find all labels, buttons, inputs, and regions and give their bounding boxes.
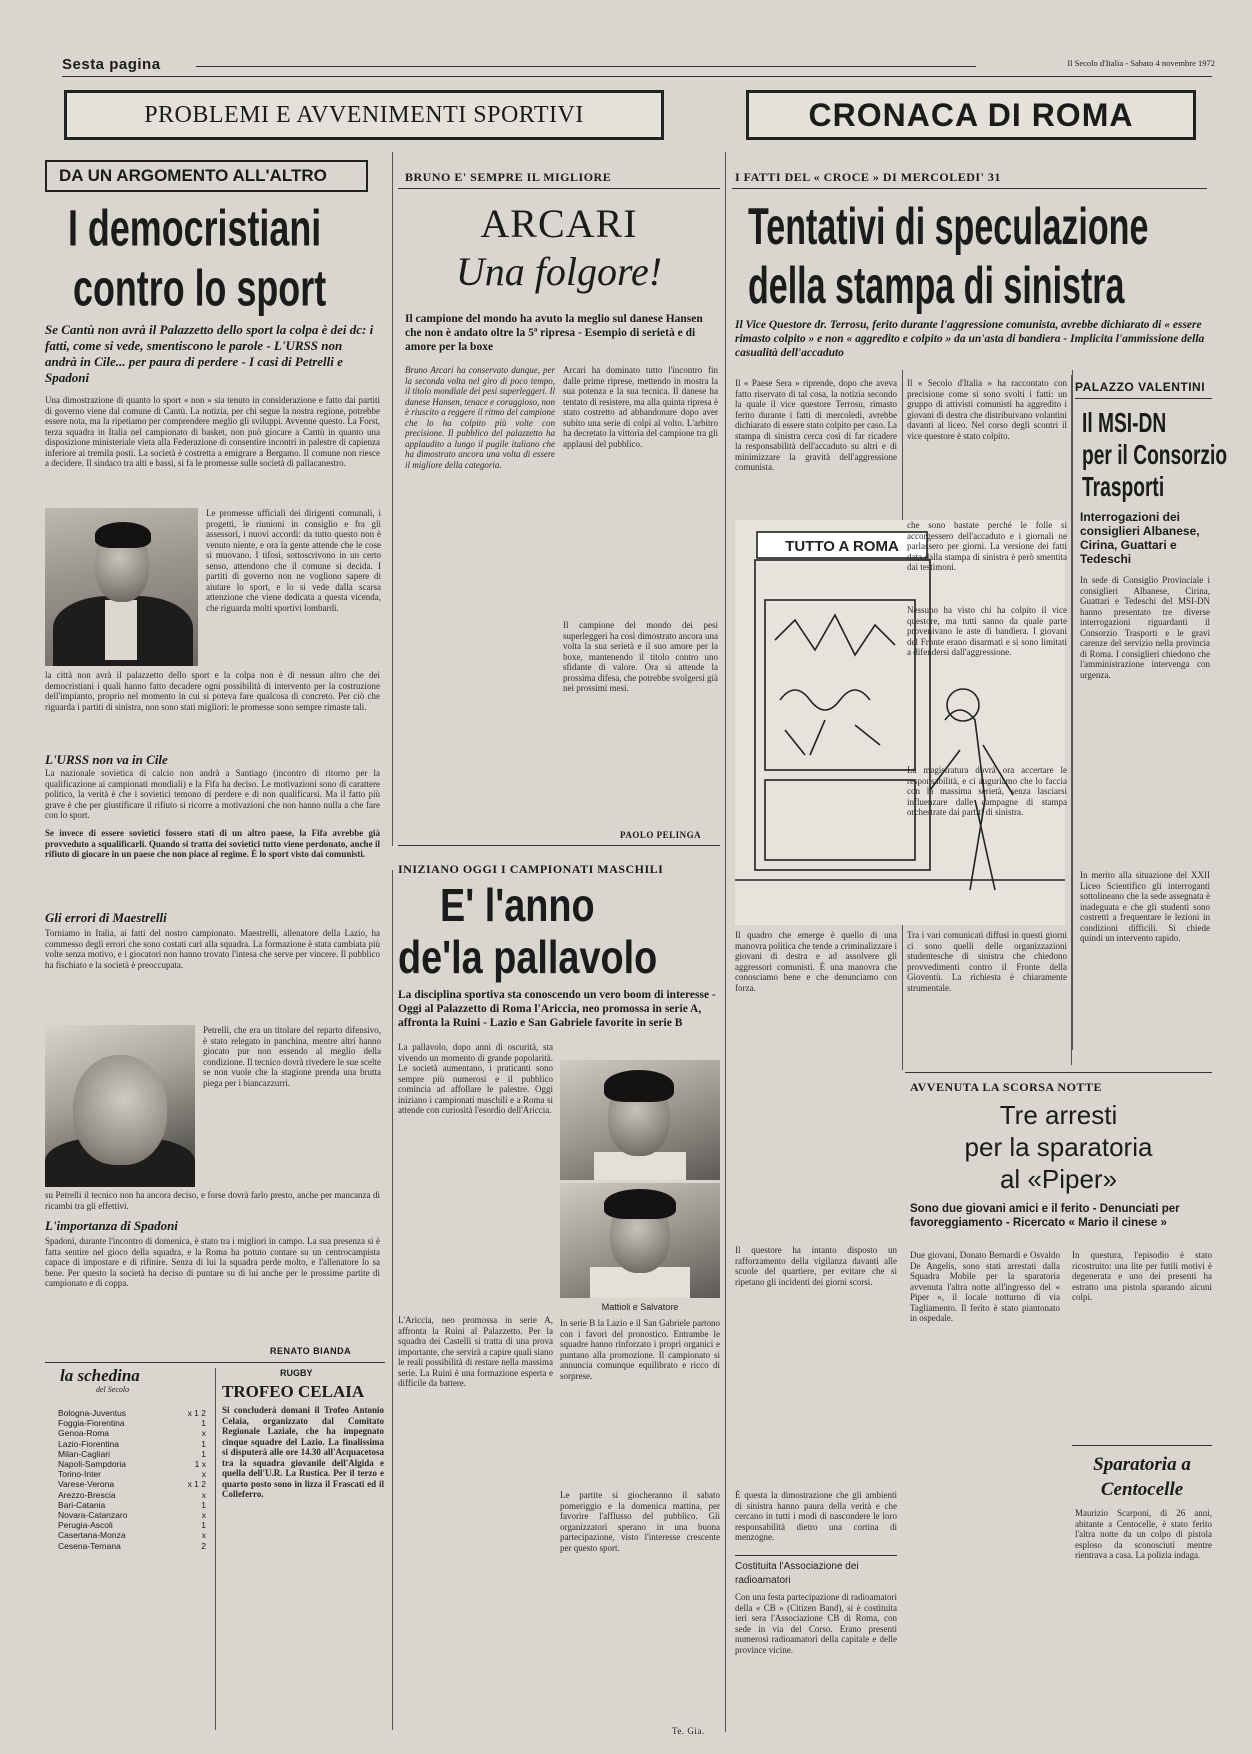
- body-article3-p3: In serie B la Lazio e il San Gabriele partono con i favori del pronostico. Entrambe le squadre hanno rinforzato i propri organici e puntano alla promozione. Il campionato si annuncia comunque equilibrato e ricco di sorprese.: [560, 1318, 720, 1381]
- schedina-row: Arezzo-Brescia x: [58, 1489, 206, 1500]
- body-article4-p3: che sono bastate perché le folle si accorgessero dell'accaduto e i giornali ne parlassero per giorni. La versione dei fatti data dalla stampa di sinistra è però smentita dai testimoni.: [907, 520, 1067, 572]
- body-article1-p6: Torniamo in Italia, ai fatti del nostro campionato. Maestrelli, allenatore della Lazio, ha commesso degli errori che sono costati cari alla squadra. La formazione è stata cambiata più volte senza motivo, e i giocatori non hanno trovato l'intesa che serve per vincere. Il pubblico ha fischiato e la società è preoccupata.: [45, 928, 380, 970]
- body-article1-p7: Petrelli, che era un titolare del reparto difensivo, è stato relegato in panchina, mentre altri hanno giocato pur non essendo al meglio della condizione. Il tecnico dovrà rivedere le sue scelte se non vuole che la stagione prenda una brutta piega per i biancazzurri.: [203, 1025, 381, 1088]
- kicker-article5: PALAZZO VALENTINI: [1075, 380, 1206, 394]
- body-article4-p7: Tra i vari comunicati diffusi in questi giorni ci sono quelli delle organizzazioni studentesche di sinistra che chiedono provvedimenti contro il Fronte della Gioventù. La richiesta è chiaramente strumentale.: [907, 930, 1067, 993]
- kicker-article3: INIZIANO OGGI I CAMPIONATI MASCHILI: [398, 862, 664, 876]
- body-article4-p4: Nessuno ha visto chi ha colpito il vice questore, ma tutti sanno da quale parte provenivano le aste di bandiera. I giovani del Fronte erano disarmati e si sono limitati a difendersi dall'aggressione.: [907, 605, 1067, 657]
- headline-article2-line1: ARCARI: [480, 201, 638, 246]
- body-article4-p1: Il « Paese Sera » riprende, dopo che aveva fatto riservato di tal cosa, la notizia secondo la quale il vice questore Terrosu, rimasto ferito durante i fatti di mercoledì, avrebbe dichiarato di essere stato colpito per caso. La stampa di sinistra cerca così di far ricadere la responsabilità dell'accaduto su altri e di minimizzare la gravità dell'aggressione comunista.: [735, 378, 897, 472]
- deck-article3: La disciplina sportiva sta conoscendo un vero boom di interesse - Oggi al Palazzetto di Roma l'Ariccia, neo promossa in serie A, affronta la Ruini - Lazio e San Gabriele favorite in serie B: [398, 989, 716, 1029]
- headline-article5-line1: Il MSI-DN: [1082, 408, 1167, 440]
- schedina-row: Novara-Catanzaro x: [58, 1510, 206, 1521]
- kicker-article2: BRUNO E' SEMPRE IL MIGLIORE: [405, 170, 612, 184]
- body-article4-p6: Il quadro che emerge è quello di una manovra politica che tende a criminalizzare i giovani di destra e ad assolvere gli aggressori comunisti. È una manovra che conosciamo bene e che denunciamo con forza.: [735, 930, 897, 993]
- section-header-roma: [746, 90, 1196, 140]
- schedina-row: Torino-Inter x: [58, 1469, 206, 1480]
- body-article1-p4: La nazionale sovietica di calcio non andrà a Santiago (incontro di ritorno per la qualificazione ai campionati mondiali) e la Fifa ha deciso. Le motivazioni sono di carattere politico, la verità è che i sovietici temono di perdere e di non qualificarsi. Ma il fatto più grave è che per giustificare il rifiuto si ricorre a motivazioni che non hanno nulla a che fare con lo sport.: [45, 768, 380, 820]
- body-article1-p3: la città non avrà il palazzetto dello sport e la colpa non è di nessun altro che dei democristiani i quali hanno fatto decadere ogni possibilità di intervento per la costruzione dell'impianto, proprio nel momento in cui si poteva fare qualcosa di concreto. Per ciò che riguarda i partiti di sinistra, non sono stati migliori: le promesse sono sempre rimaste tali.: [45, 670, 380, 712]
- schedina-subtitle: del Secolo: [96, 1385, 130, 1394]
- body-article6-p1: Due giovani, Donato Bernardi e Osvaldo De Angelis, sono stati arrestati dalla Squadra Mobile per la sparatoria avvenuta l'altra notte all'ingresso del « Piper », il locale notturno di via Tagliamento. Il ferito è stato piantonato in ospedale.: [910, 1250, 1060, 1323]
- subhead-maestrelli: Gli errori di Maestrelli: [45, 910, 167, 925]
- subhead-spadoni: L'importanza di Spadoni: [45, 1218, 178, 1233]
- rugby-body: Si concluderà domani il Trofeo Antonio Celaia, organizzato dal Comitato Regionale Laziale, che ha impegnato cinque squadre del Lazio. La finalissima si disputerà alle ore 14.30 all'Acquacetosa tra la squadra giovanile dell'Algida e quella dell'U.R. La Rustica. Per il terzo e quarto posto sono in lizza il Frascati ed il Colleferro.: [222, 1405, 384, 1499]
- schedina-row: Bari-Catania 1: [58, 1499, 206, 1510]
- schedina-row: Milan-Cagliari 1: [58, 1448, 206, 1459]
- body-article1-p8: su Petrelli il tecnico non ha ancora deciso, e forse dovrà farlo presto, anche per mancanza di ricambi tra gli effettivi.: [45, 1190, 380, 1211]
- headline-article5-line3: Trasporti: [1082, 472, 1165, 504]
- headline-article6-line3: al «Piper»: [999, 1164, 1118, 1194]
- subhead-centocelle: Sparatoria a Centocelle: [1093, 1454, 1191, 1500]
- deck-article6: Sono due giovani amici e il ferito - Denunciati per favoreggiamento - Ricercato « Mario il cinese »: [910, 1203, 1180, 1229]
- headline-article3-line1: E' l'anno: [440, 880, 595, 932]
- deck-article1: Se Cantù non avrà il Palazzetto dello sport la colpa è dei dc: i fatti, come si vede, smentiscono le parole - L'URSS non andrà in Cile... per paura di perdere - I casi di Petrelli e Spadoni: [45, 322, 374, 385]
- headline-article2-line2: Una folgore!: [455, 249, 663, 294]
- signature-article2: PAOLO PELINGA: [620, 830, 702, 840]
- body-article3-p2: L'Ariccia, neo promossa in serie A, affronta la Ruini al Palazzetto. Per la squadra dei Castelli si tratta di una prova importante, che servirà a capire quali siano le reali possibilità di restare nella massima serie. La Ruini è una formazione esperta e difficile da battere.: [398, 1315, 553, 1388]
- issue-date: Il Secolo d'Italia - Sabato 4 novembre 1972: [1067, 58, 1215, 68]
- association-title: Costituita l'Associazione dei radioamatori: [735, 1561, 859, 1586]
- schedina-row: Foggia-Fiorentina 1: [58, 1418, 206, 1429]
- body-article6-p2: In questura, l'episodio è stato ricostruito: una lite per futili motivi è degenerata e uno dei presenti ha estratto una pistola sparando alcuni colpi.: [1072, 1250, 1212, 1302]
- schedina-table: [58, 1408, 206, 1551]
- body-article1-p2: Le promesse ufficiali dei dirigenti comunali, i progetti, le riunioni in consiglio e fra gli assessori, i nuovi accordi: da tutto questo non è venuto niente, e ora la gente attende che le cose si muovano. I tifosi, sottoscrivono in un certo senso, attendono che il comune si decida. I partiti di governo non ne vogliono sapere di aiutare lo sport, e lo si vede dalla scarsa attenzione che viene dedicata a questa vicenda, che riguarda molti sportivi lombardi.: [206, 508, 381, 613]
- schedina-row: Perugia-Ascoli 1: [58, 1520, 206, 1531]
- body-article3-p1: La pallavolo, dopo anni di oscurità, sta vivendo un momento di grande popolarità. Le società aumentano, i praticanti sono sempre più numerosi e il pubblico comincia ad affollare le palestre. Oggi iniziano i campionati maschili e a Roma si attende con curiosità l'esordio dell'Ariccia.: [398, 1042, 553, 1115]
- section-title-roma: CRONACA DI ROMA: [808, 96, 1134, 133]
- body-article4-p5: La magistratura dovrà ora accertare le responsabilità, e ci auguriamo che lo faccia con la massima serietà, senza lasciarsi influenzare dalle campagne di stampa orchestrate dai partiti di sinistra.: [907, 765, 1067, 817]
- caption-players: Mattioli e Salvatore: [601, 1302, 679, 1312]
- body-article1-p5: Se invece di essere sovietici fossero stati di un altro paese, la Fifa avrebbe già provveduto a squalificarli. Quando si tratta dei sovietici tutto viene perdonato, anche il rifiuto di giocare in un paese che non piace al regime. È lo sport visto dai comunisti.: [45, 828, 380, 859]
- body-article5-p1: In sede di Consiglio Provinciale i consiglieri Albanese, Cirina, Guattari e Tedeschi del MSI-DN hanno presentato tre diverse interrogazioni riguardanti il Consorzio Trasporti e le gravi carenze del servizio nella provincia di Roma. I consiglieri chiedono che l'amministrazione intervenga con urgenza.: [1080, 575, 1210, 680]
- schedina-row: Varese-Verona x 1 2: [58, 1479, 206, 1490]
- headline-article6-line1: Tre arresti: [999, 1100, 1118, 1130]
- body-article1-p9: Spadoni, durante l'incontro di domenica, è stato tra i migliori in campo. La sua presenza si è fatta sentire nel gioco della squadra, e la Roma ha potuto contare su un centrocampista capace di impostare e di rifinire. Senza di lui la squadra perde molto, e l'allenatore lo sa bene. Per questo la società ha deciso di puntare su di lui anche per le prossime partite di campionato e di coppa.: [45, 1236, 380, 1288]
- schedina-row: Lazio-Fiorentina 1: [58, 1438, 206, 1449]
- body-article2-p2: Arcari ha dominato tutto l'incontro fin dalle prime riprese, mettendo in mostra la sua potenza e la sua tecnica. Il danese ha tentato di resistere, ma alla quinta ripresa è stato costretto ad abbandonare dopo aver subito una serie di colpi al volto. L'arbitro ha decretato la vittoria del campione tra gli applausi del pubblico.: [563, 365, 718, 449]
- body-article5-p2: In merito alla situazione del XXII Liceo Scientifico gli interroganti sottolineano che la sede assegnata è inadeguata e che gli studenti sono costretti a frequentare le lezioni in condizioni difficili. Si chiede quindi un intervento rapido.: [1080, 870, 1210, 943]
- schedina-row: Cesena-Ternana 2: [58, 1540, 206, 1551]
- photo-politician: [45, 508, 198, 666]
- headline-article4-line1: Tentativi di speculazione: [748, 197, 1149, 256]
- deck-article2: Il campione del mondo ha avuto la meglio sul danese Hansen che non è andato oltre la 5ª ripresa - Esempio di serietà e di amore per la boxe: [405, 313, 703, 353]
- schedina-row: Casertana-Monza x: [58, 1530, 206, 1541]
- body-article2-p3: Il campione del mondo dei pesi superleggeri ha così dimostrato ancora una volta la sua serietà e il suo amore per la boxe, mantenendo il titolo contro uno sfidante di valore. Ora si attende la prossima difesa, che potrebbe svolgersi già nei prossimi mesi.: [563, 620, 718, 693]
- headline-article5-line2: per il Consorzio: [1082, 440, 1228, 472]
- rugby-title: TROFEO CELAIA: [222, 1382, 365, 1401]
- association-body: Con una festa partecipazione di radioamatori della « CB » (Citizen Band), si è costituita ieri sera l'Associazione CB di Roma, con sede in via del Corso. Erano presenti numerosi radioamatori della capitale e delle province vicine.: [735, 1592, 897, 1655]
- headline-article6-line2: per la sparatoria: [964, 1132, 1153, 1162]
- kicker-article4: I FATTI DEL « CROCE » DI MERCOLEDI' 31: [735, 170, 1001, 184]
- schedina-row: Genoa-Roma x: [58, 1428, 206, 1439]
- signature-article1: RENATO BIANDA: [270, 1346, 352, 1356]
- body-article4-p9: È questa la dimostrazione che gli ambienti di sinistra hanno paura della verità e che cercano in tutti i modi di nascondere le loro responsabilità dietro una cortina di menzogne.: [735, 1490, 897, 1542]
- cartoon-sign-text: TUTTO A ROMA: [785, 538, 899, 555]
- body-article4-p8: Il questore ha intanto disposto un rafforzamento della vigilanza davanti alle scuole del quartiere, per evitare che si ripetano gli incidenti dei giorni scorsi.: [735, 1245, 897, 1287]
- photo-player-2: [560, 1183, 720, 1298]
- deck-article5: Interrogazioni dei consiglieri Albanese, Cirina, Guattari e Tedeschi: [1080, 510, 1200, 566]
- photo-player-1: [560, 1060, 720, 1180]
- deck-article4: Il Vice Questore dr. Terrosu, ferito durante l'aggressione comunista, avrebbe dichiarato di « essere rimasto colpito » e non « aggredito e colpito » da un'asta di bandiera - Implicita l'ammissione della casualità dell'accaduto: [735, 319, 1205, 359]
- schedina-row: Napoli-Sampdoria 1 x: [58, 1459, 206, 1470]
- body-article2-p1: Bruno Arcari ha conservato dunque, per la seconda volta nel giro di poco tempo, il titolo mondiale dei pesi superleggeri. Il danese Hansen, tenace e coraggioso, non è riuscito a reggere il ritmo del campione che lo ha colpito più volte con precisione. Il pubblico del palazzetto ha applaudito a lungo il pugile italiano che ha dimostrato ancora una volta di essere il migliore della categoria.: [405, 365, 555, 470]
- page-label: Sesta pagina: [62, 56, 161, 73]
- kicker-box-article1: [45, 160, 368, 192]
- kicker-article6: AVVENUTA LA SCORSA NOTTE: [910, 1080, 1102, 1094]
- body-article1-p1: Una dimostrazione di quanto lo sport « non » sia tenuto in considerazione e fatto dai partiti di governo viene dal comune di Cantù. La notizia, per chi segue la nostra regione, potrebbe essere nota, ma la ripetiamo per comprendere meglio gli sviluppi. Avvenne questo. La Forst, terza squadra in Italia nel campionato di basket, non può giocare a Cantù in quanto una disposizione ministeriale vieta alla Federazione di consentire incontri in palestre di capienza inferiore ai tremila posti. La società è costretta a emigrare a Bergamo. Il comune non riesce a decidere. Il sindaco tra alti e bassi, si fa le promesse sulle società di pallacanestro.: [45, 395, 380, 468]
- body-article4-p2: Il « Secolo d'Italia » ha raccontato con precisione come si sono svolti i fatti: un gruppo di attivisti comunisti ha aggredito i giovani di destra che distribuivano volantini davanti al liceo. Nel corso degli scontri il vice questore è stato colpito.: [907, 378, 1067, 441]
- body-article6-p3: Maurizio Scarponi, di 26 anni, abitante a Centocelle, è stato ferito l'altra notte da un colpo di pistola esploso da sconosciuti mentre rientrava a casa. La polizia indaga.: [1075, 1508, 1212, 1560]
- body-article3-p4: Le partite si giocheranno il sabato pomeriggio e la domenica mattina, per favorire l'afflusso del pubblico. Gli organizzatori sperano in una buona partecipazione, visto l'interesse crescente per questo sport.: [560, 1490, 720, 1553]
- subhead-urss: L'URSS non va in Cile: [45, 752, 168, 767]
- headline-article4-line2: della stampa di sinistra: [748, 256, 1125, 315]
- photo-coach: [45, 1025, 195, 1187]
- headline-article1-line1: I democristiani: [68, 199, 322, 257]
- kicker-article1: DA UN ARGOMENTO ALL'ALTRO: [59, 166, 327, 185]
- headline-article1-line2: contro lo sport: [73, 259, 327, 317]
- section-title-sport: PROBLEMI E AVVENIMENTI SPORTIVI: [144, 101, 584, 128]
- section-header-sport: [64, 90, 664, 140]
- signature-article3: Te. Gia.: [672, 1726, 705, 1736]
- rugby-label: RUGBY: [280, 1368, 313, 1378]
- schedina-row: Bologna-Juventus x 1 2: [58, 1408, 206, 1418]
- headline-article3-line2: de'la pallavolo: [398, 932, 658, 984]
- schedina-title: la schedina: [60, 1366, 140, 1385]
